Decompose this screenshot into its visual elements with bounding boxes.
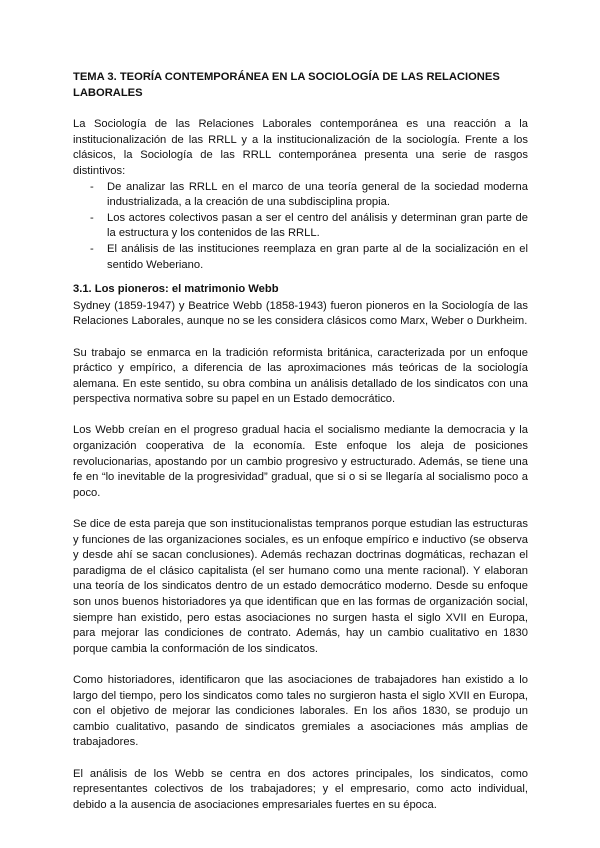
document-title: TEMA 3. TEORÍA CONTEMPORÁNEA EN LA SOCIOLOGÍA DE LAS RELACIONES LABORALES — [73, 71, 500, 99]
paragraph: Su trabajo se enmarca en la tradición reformista británica, caracterizada por un enfoque práctico y empírico, a diferencia de las aproximaciones más teóricas de la sociología alemana. En este sentido, su obra combina un análisis detallado de los sindicatos con una perspectiva normativa sobre su papel en un Estado democrático. — [73, 346, 528, 406]
features-list — [73, 180, 528, 274]
paragraph: Los Webb creían en el progreso gradual hacia el socialismo mediante la democracia y la organización cooperativa de la economía. Este enfoque los aleja de posiciones revolucionarias, apostando por un cambio progresivo y estructurado. Además, se tiene una fe en “lo inevitable de la progresividad” gradual, que si o si se llegaría al socialismo poco a poco. — [73, 424, 528, 499]
list-item: - Los actores colectivos pasan a ser el centro del análisis y determinan gran parte de la estructura y los contenidos de las RRLL. — [73, 211, 528, 242]
paragraph: Sydney (1859-1947) y Beatrice Webb (1858-1943) fueron pioneros en la Sociología de las Relaciones Laborales, aunque no se les considera clásicos como Marx, Weber o Durkheim. — [73, 299, 528, 328]
list-item: - De analizar las RRLL en el marco de una teoría general de la sociedad moderna industrializada, a la creación de una subdisciplina propia. — [73, 180, 528, 211]
paragraph: Como historiadores, identificaron que las asociaciones de trabajadores han existido a lo largo del tiempo, pero los sindicatos como tales no surgieron hasta el siglo XVII en Europa, con el objetivo de mejorar las condiciones laborales. En los años 1830, se produjo un cambio cualitativo, pasando de sindicatos gremiales a asociaciones más amplias de trabajadores. — [73, 673, 528, 749]
paragraph: El análisis de los Webb se centra en dos actores principales, los sindicatos, como representantes colectivos de los trabajadores; y el empresario, como acto individual, debido a la ausencia de asociaciones empresariales fuertes en su época. — [73, 767, 528, 811]
section-heading: 3.1. Los pioneros: el matrimonio Webb — [73, 283, 279, 296]
intro-paragraph: La Sociología de las Relaciones Laborales contemporánea es una reacción a la institucionalización de las RRLL y a la institucionalización de la sociología. Frente a los clásicos, la Sociología de las RRLL contemporánea presenta una serie de rasgos distintivos: — [73, 118, 528, 177]
paragraph: Se dice de esta pareja que son institucionalistas tempranos porque estudian las estructuras y funciones de las organizaciones sociales, es un enfoque empírico e inductivo (se observa y desde ahí se sacan conclusiones). Además rechazan doctrinas dogmáticas, rechazan el paradigma de el clásico capitalista (el ser humano como una mente racional). Y elaboran una teoría de los sindicatos dentro de un estado democrático moderno. Desde su enfoque son unos buenos historiadores ya que identifican que en las formas de organización social, siempre han existido, pero estas asociaciones no surgen hasta el siglo XVII en Europa, para mejorar las condiciones de contrato. Además, hay un cambio cualitativo en 1830 porque cambia la conformación de los sindicatos. — [73, 518, 528, 655]
list-item: - El análisis de las instituciones reemplaza en gran parte al de la socialización en el sentido Weberiano. — [73, 242, 528, 273]
